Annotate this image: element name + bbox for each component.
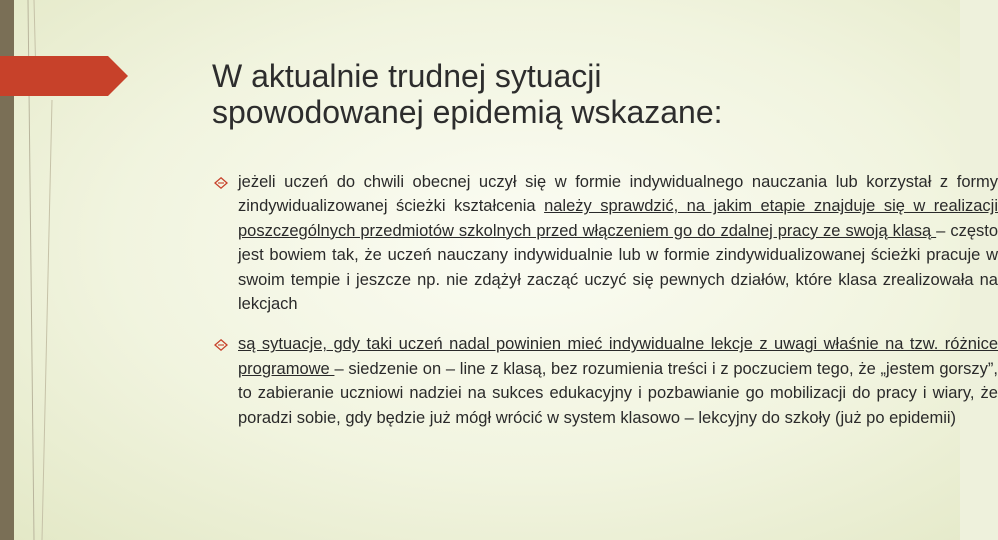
slide-title xyxy=(212,58,912,130)
bullet-1-text xyxy=(238,173,998,313)
bullet-1-run-1: jeżeli uczeń do chwili obecnej uczył się w formie indywidualnego nauczania lub korzystał z formy zindywidualizowanej ścieżki kształcenia xyxy=(238,173,998,216)
diamond-bullet-icon xyxy=(214,177,228,189)
title-accent-arrow xyxy=(0,56,128,96)
title-line-2: spowodowanej epidemią wskazane: xyxy=(212,94,723,130)
bullet-2-run-1: są sytuacje, gdy taki uczeń nadal powinien mieć indywidualne lekcje z uwagi właśnie na tzw. różnice programowe xyxy=(238,335,998,378)
bullet-item-2 xyxy=(212,332,998,430)
diamond-bullet-icon xyxy=(214,339,228,351)
bullet-1-run-3: – często jest bowiem tak, że uczeń nauczany indywidualnie lub w formie zindywidualizowanej ścieżki pracuje w swoim tempie i jeszcze np. nie zdążył zacząć uczyć się pewnych działów, które klasa zrealizowała na lekcjach xyxy=(238,221,998,314)
bullet-item-1 xyxy=(212,170,998,316)
bullet-2-text xyxy=(238,335,998,426)
bullet-2-run-2: – siedzenie on – line z klasą, bez rozumienia treści i z poczuciem tego, że „jestem gorszy”, to zabieranie uczniowi nadziei na sukces edukacyjny i pozbawianie go mobilizacji do pracy i wiary, że poradzi sobie, gdy będzie już mógł wrócić w system klasowo – lekcyjny do szkoły (już po epidemii) xyxy=(238,359,998,427)
bullet-1-run-2: należy sprawdzić, na jakim etapie znajduje się w realizacji poszczególnych przedmiotów szkolnych przed włączeniem go do zdalnej pracy ze swoją klasą xyxy=(238,197,998,240)
bullet-list xyxy=(212,170,998,446)
title-line-1: W aktualnie trudnej sytuacji xyxy=(212,58,602,94)
